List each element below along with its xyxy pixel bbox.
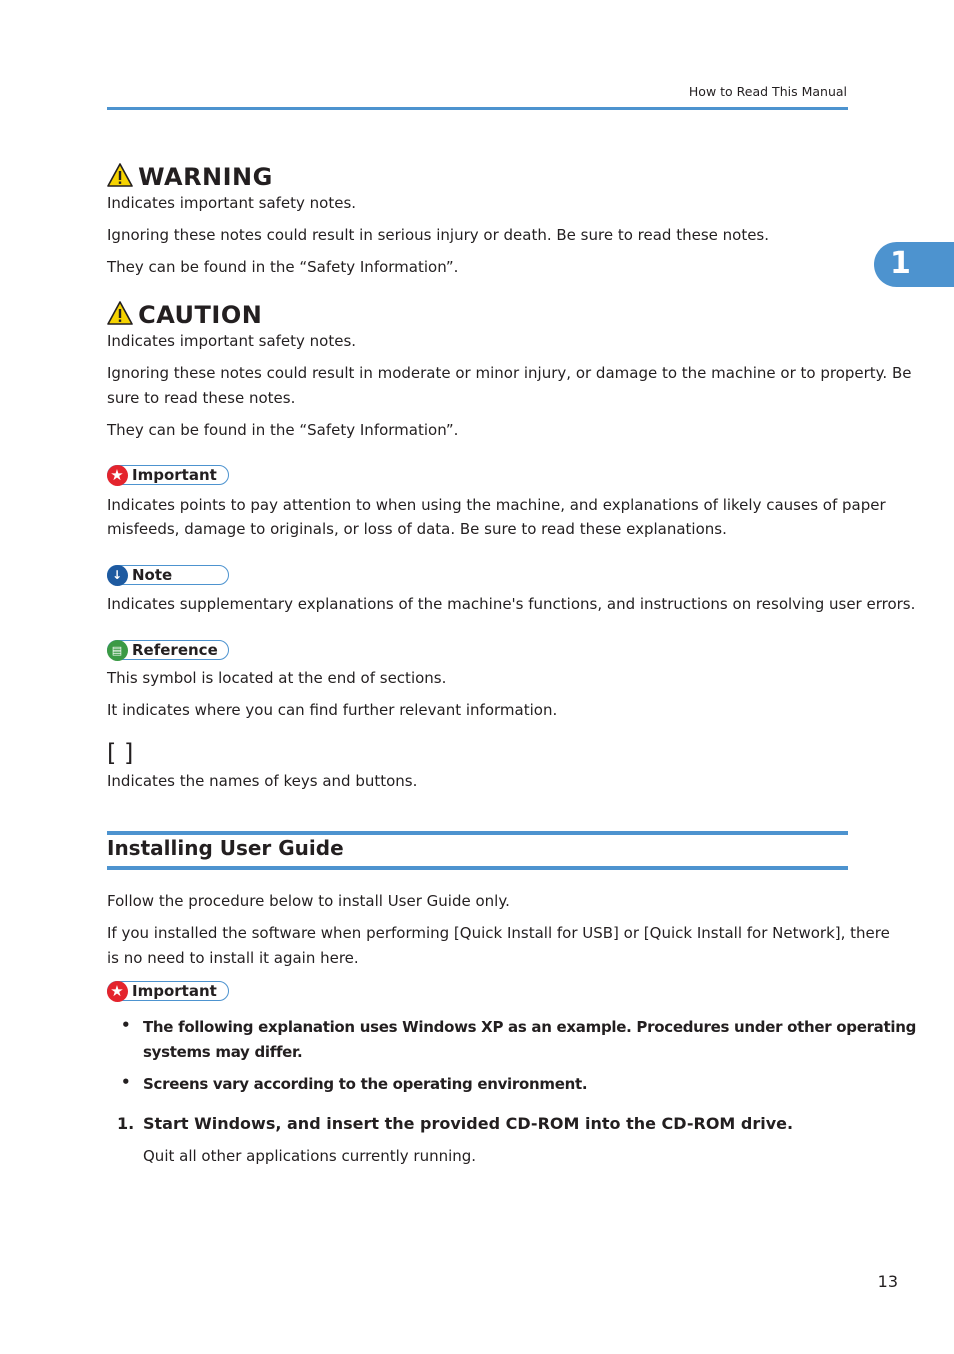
step-text: Start Windows, and insert the provided CD-ROM into the CD-ROM drive. (143, 1114, 794, 1133)
section-rule-bottom (107, 866, 848, 870)
keys-line-1: Indicates the names of keys and buttons. (107, 772, 418, 790)
section-intro-2b: is no need to install it again here. (107, 949, 359, 967)
star-icon: ★ (107, 981, 128, 1002)
chapter-number: 1 (890, 246, 911, 281)
warning-triangle-icon (107, 163, 133, 187)
page-number: 13 (877, 1272, 898, 1291)
section-title: Installing User Guide (107, 836, 344, 860)
running-header: How to Read This Manual (688, 84, 847, 99)
warning-heading (107, 162, 273, 192)
important-line-2: misfeeds, damage to originals, or loss of data. Be sure to read these explanations. (107, 520, 727, 538)
note-badge (107, 565, 229, 585)
warning-line-2: Ignoring these notes could result in serious injury or death. Be sure to read these notes. (107, 226, 770, 244)
section-intro-2a: If you installed the software when performing [Quick Install for USB] or [Quick Install for Network], there (107, 924, 890, 942)
bullet-dot-icon: • (121, 1016, 131, 1034)
important-line-1: Indicates points to pay attention to when using the machine, and explanations of likely causes of paper (107, 496, 886, 514)
bullet-item-1-line-2: systems may differ. (143, 1043, 303, 1061)
important-badge (107, 981, 229, 1001)
bullet-item-1-line-1: The following explanation uses Windows XP as an example. Procedures under other operating (143, 1018, 917, 1036)
bullet-item-2: Screens vary according to the operating environment. (143, 1075, 588, 1093)
caution-line-2a: Ignoring these notes could result in moderate or minor injury, or damage to the machine or to property. Be (107, 364, 912, 382)
brackets-symbol: [ ] (107, 739, 134, 767)
section-intro-1: Follow the procedure below to install User Guide only. (107, 892, 510, 910)
caution-heading (107, 300, 262, 330)
caution-line-3: They can be found in the “Safety Information”. (107, 421, 459, 439)
reference-line-1: This symbol is located at the end of sections. (107, 669, 447, 687)
caution-line-1: Indicates important safety notes. (107, 332, 357, 350)
warning-line-3: They can be found in the “Safety Information”. (107, 258, 459, 276)
down-arrow-icon: ↓ (107, 565, 128, 586)
document-icon: ▤ (107, 640, 128, 661)
caution-line-2b: sure to read these notes. (107, 389, 296, 407)
step-number: 1. (117, 1114, 135, 1133)
reference-badge (107, 640, 229, 660)
warning-line-1: Indicates important safety notes. (107, 194, 357, 212)
step-detail: Quit all other applications currently running. (143, 1147, 477, 1165)
important-badge (107, 465, 229, 485)
bullet-dot-icon: • (121, 1073, 131, 1091)
warning-label: WARNING (138, 163, 273, 191)
caution-label: CAUTION (138, 301, 263, 329)
important-badge-label: Important (132, 466, 217, 484)
reference-line-2: It indicates where you can find further relevant information. (107, 701, 558, 719)
warning-triangle-icon (107, 301, 133, 325)
reference-badge-label: Reference (132, 641, 218, 659)
header-rule (107, 107, 848, 110)
note-badge-label: Note (132, 566, 173, 584)
chapter-tab (874, 242, 954, 287)
important-badge-label: Important (132, 982, 217, 1000)
section-rule-top (107, 831, 848, 835)
note-line-1: Indicates supplementary explanations of the machine's functions, and instructions on resolving user errors. (107, 595, 916, 613)
star-icon: ★ (107, 465, 128, 486)
